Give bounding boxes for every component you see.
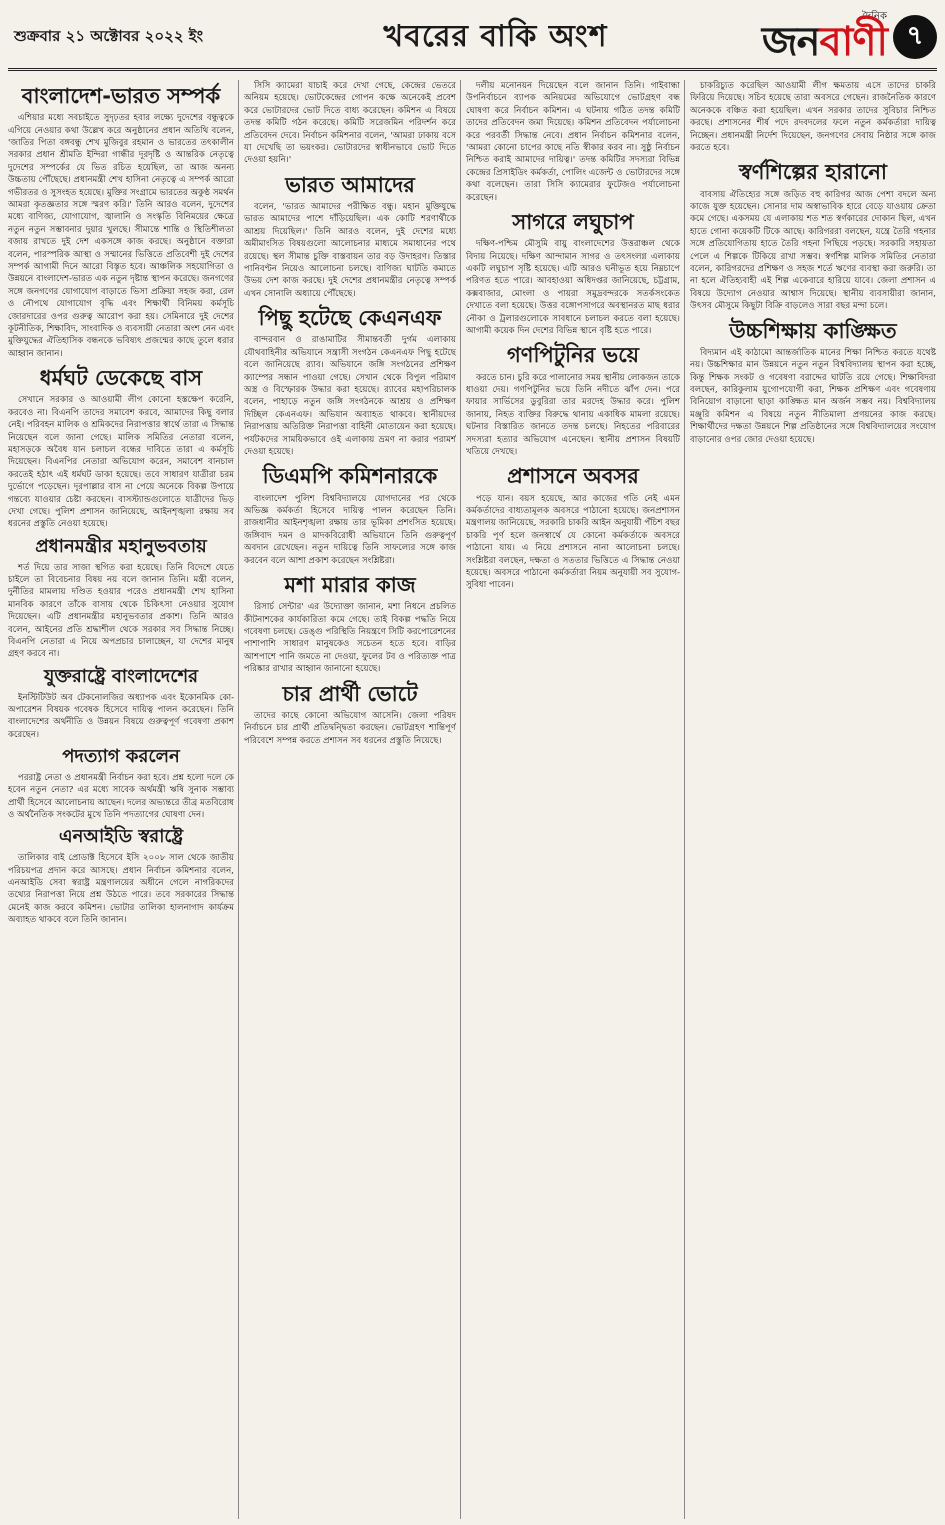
story-body: বান্দরবান ও রাঙামাটির সীমান্তবর্তী দুর্গম এলাকায় যৌথবাহিনীর অভিযানে সন্ত্রাসী সংগঠন কেএনএফ পিছু হটেছে বলে জানিয়েছে র‍্যাব। অভিযানে জঙ্গি সংগঠনের প্রশিক্ষণ ক্যাম্পের সন্ধান পাওয়া গেছে। সেখান থেকে বিপুল পরিমাণ অস্ত্র ও বিস্ফোরক উদ্ধার করা হয়েছে। র‍্যাবের মহাপরিচালক বলেন, পাহাড়ে নতুন জঙ্গি সংগঠনকে আশ্রয় ও প্রশিক্ষণ দিচ্ছিল কেএনএফ। অভিযান অব্যাহত থাকবে। স্থানীয়দের নিরাপত্তায় অতিরিক্ত নিরাপত্তা বাহিনী মোতায়েন করা হয়েছে। পর্যটকদের সাময়িকভাবে ওই এলাকায় ভ্রমণ না করার পরামর্শ দেওয়া হয়েছে। <box>244 335 456 458</box>
story-headline[interactable]: চার প্রার্থী ভোটে <box>282 681 418 706</box>
story-body: সেখানে সরকার ও আওয়ামী লীগ কোনো হস্তক্ষেপ করেনি, করবেও না। বিএনপি তাদের সমাবেশ করবে, আমাদের কিছু বলার নেই। পরিবহন মালিক ও শ্রমিকদের নিরাপত্তার স্বার্থে তারা এ সিদ্ধান্ত নিয়েছেন বলে জানা গেছে। মালিক সমিতির নেতারা বলেন, মহাসড়কে অবৈধ যান চলাচল বন্ধের দাবিতে তারা এ কর্মসূচি দিয়েছেন। বিএনপির নেতারা অভিযোগ করেন, সমাবেশ বানচাল করতেই হঠাৎ এই ধর্মঘট ডাকা হয়েছে। তবে সাধারণ যাত্রীরা চরম দুর্ভোগে পড়েছেন। দূরপাল্লার বাস না পেয়ে অনেকে বিকল্প উপায়ে গন্তব্যে যাওয়ার চেষ্টা করছেন। বাসস্ট্যান্ডগুলোতে যাত্রীদের ভিড় দেখা গেছে। পুলিশ প্রশাসন জানিয়েছে, আইনশৃঙ্খলা রক্ষায় সব ধরনের প্রস্তুতি নেওয়া হয়েছে। <box>8 395 234 530</box>
logo-wordmark <box>761 19 887 65</box>
story <box>690 319 936 446</box>
masthead <box>8 6 937 71</box>
story-body: পড়ে যান। বয়স হয়েছে, আর কাজের গতি নেই এমন কর্মকর্তাদের বাধ্যতামূলক অবসরে পাঠানো হয়েছে। জনপ্রশাসন মন্ত্রণালয় জানিয়েছে, সরকারি চাকরি আইন অনুযায়ী পঁচিশ বছর চাকরি পূর্ণ হলে জনস্বার্থে যে কোনো কর্মকর্তাকে অবসরে পাঠানো যায়। এ নিয়ে প্রশাসনে নানা আলোচনা চলছে। সংশ্লিষ্টরা বলছেন, দক্ষতা ও সততার ভিত্তিতে এ সিদ্ধান্ত নেওয়া হয়েছে। অবসরে পাঠানো কর্মকর্তারা নিয়ম অনুযায়ী সব সুযোগ-সুবিধা পাবেন। <box>466 493 680 591</box>
column-4 <box>690 80 936 1519</box>
story <box>244 464 456 567</box>
story-headline[interactable]: ডিএমপি কমিশনারকে <box>262 464 438 489</box>
story <box>8 537 234 661</box>
story <box>8 366 234 531</box>
story-body: করতে চান। চুরি করে পালানোর সময় স্থানীয় লোকজন তাকে ধাওয়া দেয়। গণপিটুনির ভয়ে তিনি নদীতে ঝাঁপ দেন। পরে ফায়ার সার্ভিসের ডুবুরিরা তার মরদেহ উদ্ধার করে। পুলিশ জানায়, নিহত ব্যক্তির বিরুদ্ধে থানায় একাধিক মামলা রয়েছে। ঘটনার বিস্তারিত জানতে তদন্ত চলছে। নিহতের পরিবারের সদস্যরা হত্যার অভিযোগ এনেছেন। স্থানীয় প্রশাসন বিষয়টি খতিয়ে দেখছে। <box>466 372 680 458</box>
story-headline[interactable]: সাগরে লঘুচাপ <box>512 210 634 235</box>
story-headline[interactable]: প্রশাসনে অবসর <box>507 464 639 489</box>
issue-date: শুক্রবার ২১ অক্টোবর ২০২২ ইং <box>14 26 204 45</box>
story-body: সিসি ক্যামেরা যাচাই করে দেখা গেছে, কেন্দ্রের ভেতরে অনিয়ম হয়েছে। ভোটকেন্দ্রের গোপন কক্ষে অনেকেই প্রবেশ করে ভোটারদের ভোট দিতে বাধ্য করেছেন। কমিশন এ বিষয়ে তদন্ত কমিটি গঠন করেছে। কমিটি সরেজমিন পরিদর্শন করে প্রতিবেদন দেবে। নির্বাচন কমিশনার বলেন, 'আমরা ঢাকায় বসে যা দেখেছি তা ভয়ংকর। ভোটারদের স্বাধীনভাবে ভোট দিতে দেওয়া হয়নি।' <box>244 81 456 166</box>
story-body: বাবসায় ঐতিহ্যের সঙ্গে জড়িত বহু কারিগর আজ পেশা বদলে অন্য কাজে যুক্ত হয়েছেন। সোনার দাম অস্বাভাবিক হারে বেড়ে যাওয়ায় ক্রেতা কমে গেছে। একসময় যে এলাকায় শত শত স্বর্ণকারের দোকান ছিল, এখন হাতে গোনা কয়েকটি টিকে আছে। কারিগররা বলছেন, যন্ত্রে তৈরি গহনার সঙ্গে প্রতিযোগিতায় হাতে তৈরি গহনা পিছিয়ে পড়ছে। সরকারি সহায়তা পেলে এ শিল্পকে টিকিয়ে রাখা সম্ভব। স্বর্ণশিল্প মালিক সমিতির নেতারা বলেন, কারিগরদের প্রশিক্ষণ ও সহজ শর্তে ঋণের ব্যবস্থা করা জরুরি। তা না হলে ঐতিহ্যবাহী এই শিল্প একেবারে হারিয়ে যাবে। জেলা প্রশাসন এ বিষয়ে উদ্যোগ নেওয়ার আশ্বাস দিয়েছে। স্থানীয় ব্যবসায়ীরা জানান, উৎসব মৌসুমে কিছুটা বিক্রি বাড়লেও সারা বছর মন্দা চলে। <box>690 189 936 312</box>
story-body: শর্ত দিয়ে তার সাজা স্থগিত করা হয়েছে। তিনি বিদেশে যেতে চাইলে তা বিবেচনার বিষয় নয় বলে জানান তিনি। মন্ত্রী বলেন, দুর্নীতির মামলায় দণ্ডিত হওয়ার পরেও প্রধানমন্ত্রী শেখ হাসিনা মানবিক কারণে তাঁকে বাসায় থেকে চিকিৎসা নেওয়ার সুযোগ দিয়েছেন। এটি প্রধানমন্ত্রীর মহানুভবতার প্রকাশ। তিনি আরও বলেন, আইনের প্রতি শ্রদ্ধাশীল থেকে সরকার সব সিদ্ধান্ত নিচ্ছে। বিএনপি নেতারা এ নিয়ে অপপ্রচার চালাচ্ছেন, যা দেশের মানুষ গ্রহণ করবে না। <box>8 562 234 660</box>
column-2 <box>244 80 456 1519</box>
story-headline[interactable]: পিছু হটেছে কেএনএফ <box>258 306 442 331</box>
column-divider <box>460 80 461 1519</box>
story <box>8 747 234 821</box>
page-number-badge: ৭ <box>893 15 937 59</box>
story-headline[interactable]: উচ্চশিক্ষায় কাঙ্ক্ষিত <box>729 318 897 343</box>
story <box>466 343 680 458</box>
logo-part-2: বাণী <box>819 19 887 65</box>
story <box>466 464 680 591</box>
story-body: বিদ্যমান এই কাঠামো আন্তর্জাতিক মানের শিক্ষা নিশ্চিত করতে যথেষ্ট নয়। উচ্চশিক্ষার মান উন্নয়নে নতুন নতুন বিশ্ববিদ্যালয় স্থাপন করা হচ্ছে, কিন্তু শিক্ষক সংকট ও গবেষণা বরাদ্দের ঘাটতি রয়ে গেছে। শিক্ষাবিদরা বলছেন, কারিকুলাম যুগোপযোগী করা, শিক্ষক প্রশিক্ষণ এবং গবেষণায় বিনিয়োগ বাড়ানো ছাড়া কাঙ্ক্ষিত মান অর্জন সম্ভব নয়। বিশ্ববিদ্যালয় মঞ্জুরি কমিশন এ বিষয়ে নতুন নীতিমালা প্রণয়নের কাজ করছে। শিক্ষার্থীদের দক্ষতা উন্নয়নে শিল্প প্রতিষ্ঠানের সঙ্গে বিশ্ববিদ্যালয়ের সংযোগ বাড়ানোর ওপর জোর দেওয়া হয়েছে। <box>690 347 936 445</box>
story-headline[interactable]: ভারত আমাদের <box>285 172 415 197</box>
story <box>8 827 234 926</box>
column-divider <box>238 80 239 1519</box>
story <box>466 210 680 337</box>
story <box>244 573 456 676</box>
story-headline[interactable]: গণপিটুনির ভয়ে <box>506 343 640 368</box>
story <box>466 80 680 204</box>
logo-tagline: দৈনিক <box>861 11 887 22</box>
story <box>690 80 936 154</box>
story-body: তালিকার বাই প্রোডাক্ট হিসেবে ইসি ২০০৮ সাল থেকে জাতীয় পরিচয়পত্র প্রদান করে আসছে। প্রধান নির্বাচন কমিশনার বলেন, এনআইডি সেবা স্বরাষ্ট্র মন্ত্রণালয়ের অধীনে গেলে নাগরিকদের তথ্যের নিরাপত্তা নিয়ে প্রশ্ন উঠতে পারে। তবে সরকারের সিদ্ধান্ত মেনেই কাজ করবে কমিশন। ভোটার তালিকা হালনাগাদ কার্যক্রম অব্যাহত থাকবে বলে তিনি জানান। <box>8 853 234 926</box>
story-body: চাকরিচ্যুত করেছিল আওয়ামী লীগ ক্ষমতায় এসে তাদের চাকরি ফিরিয়ে দিয়েছে। সচিব হয়েছে তারা অবসরে গেছেন। রাজনৈতিক কারণে অনেককে বঞ্চিত করা হয়েছিল। এখন সরকার তাদের সুবিচার নিশ্চিত করছে। প্রশাসনের শীর্ষ পদে রদবদলের ফলে নতুন কর্মকর্তারা দায়িত্ব নিচ্ছেন। প্রধানমন্ত্রী নির্দেশ দিয়েছেন, জনগণের সেবায় নিষ্ঠার সঙ্গে কাজ করতে হবে। <box>690 81 936 154</box>
story-body: তাদের কাছে কোনো অভিযোগ আসেনি। জেলা পরিষদ নির্বাচনে চার প্রার্থী প্রতিদ্বন্দ্বিতা করছেন। ভোটগ্রহণ শান্তিপূর্ণ পরিবেশে সম্পন্ন করতে প্রশাসন সব ধরনের প্রস্তুতি নিয়েছে। <box>244 710 456 746</box>
story <box>244 173 456 300</box>
story <box>8 84 234 360</box>
story <box>244 306 456 458</box>
paper-logo[interactable] <box>727 11 937 65</box>
column-1 <box>8 80 234 1519</box>
story-headline[interactable]: বাংলাদেশ-ভারত সম্পর্ক <box>21 84 221 108</box>
story <box>690 160 936 312</box>
story-body: দক্ষিণ-পশ্চিম মৌসুমি বায়ু বাংলাদেশের উত্তরাঞ্চল থেকে বিদায় নিয়েছে। দক্ষিণ আন্দামান সাগর ও তৎসংলগ্ন এলাকায় একটি লঘুচাপ সৃষ্টি হয়েছে। এটি আরও ঘনীভূত হয়ে নিম্নচাপে পরিণত হতে পারে। আবহাওয়া অধিদপ্তর জানিয়েছে, চট্টগ্রাম, কক্সবাজার, মোংলা ও পায়রা সমুদ্রবন্দরকে সতর্কসংকেত দেখাতে বলা হয়েছে। উত্তর বঙ্গোপসাগরে অবস্থানরত মাছ ধরার নৌকা ও ট্রলারগুলোকে সাবধানে চলাচল করতে বলা হয়েছে। আগামী কয়েক দিন দেশের বিভিন্ন স্থানে বৃষ্টি হতে পারে। <box>466 239 680 337</box>
story <box>244 80 456 167</box>
story-body: ইনস্টিটিউট অব টেকনোলজির অধ্যাপক এবং ইকোনমিক কো-অপারেশন বিষয়ক গবেষক হিসেবে দায়িত্ব পালন করেছেন। তিনি বাংলাদেশের অর্থনীতি ও উন্নয়ন বিষয়ে গুরুত্বপূর্ণ গবেষণা প্রকাশ করেছেন। <box>8 692 234 740</box>
story-headline[interactable]: স্বর্ণশিল্পের হারানো <box>738 160 888 185</box>
story-headline[interactable]: প্রধানমন্ত্রীর মহানুভবতায় <box>35 535 207 557</box>
story-body: রিসার্চ সেন্টার' এর উদ্যোক্তা জানান, মশা নিধনে প্রচলিত কীটনাশকের কার্যকারিতা কমে গেছে। তাই বিকল্প পদ্ধতি নিয়ে গবেষণা চলছে। ডেঙ্গু পরিস্থিতি নিয়ন্ত্রণে সিটি করপোরেশনের পাশাপাশি সাধারণ মানুষকেও সচেতন হতে হবে। বাড়ির আশপাশে পানি জমতে না দেওয়া, ফুলের টব ও পরিত্যক্ত পাত্র পরিষ্কার রাখার আহ্বান জানানো হয়েছে। <box>244 602 456 675</box>
story-body: এশিয়ার মধ্যে সবচাইতে সুদৃঢ়তর হবার লক্ষ্যে দুদেশের বন্ধুত্বকে এগিয়ে নেওয়ার কথা উল্লেখ করে অনুষ্ঠানের প্রধান অতিথি বলেন, 'জাতির পিতা বঙ্গবন্ধু শেখ মুজিবুর রহমান ও ভারতের তৎকালীন সরকার প্রধান শ্রীমতি ইন্দিরা গান্ধীর দূরদৃষ্টি ও আন্তরিক নেতৃত্বে দুদেশের সম্পর্কের যে ভিত রচিত হয়েছিল, তা আজ অনন্য উচ্চতায় পৌঁছেছে। প্রধানমন্ত্রী শেখ হাসিনা নেতৃত্বে এ সম্পর্ক আরো গভীরতর ও সুসংহত হয়েছে। মুক্তির সংগ্রামে ভারতের অকুণ্ঠ সমর্থন আমরা কৃতজ্ঞতার সঙ্গে স্মরণ করি।' তিনি আরও বলেন, দুদেশের মধ্যে বাণিজ্য, যোগাযোগ, জ্বালানি ও সংস্কৃতি বিনিময়ের ক্ষেত্রে নতুন নতুন সম্ভাবনার দুয়ার খুলছে। সীমান্তে শান্তি ও স্থিতিশীলতা বজায় রাখতে দুই দেশ একসঙ্গে কাজ করছে। অনুষ্ঠানে বক্তারা বলেন, পারস্পরিক আস্থা ও সম্মানের ভিত্তিতে প্রতিবেশী দুই দেশের সম্পর্ক আগামী দিনে আরো বিস্তৃত হবে। আঞ্চলিক সহযোগিতা ও উন্নয়নে বাংলাদেশ-ভারত এক নতুন দৃষ্টান্ত স্থাপন করেছে। জনগণের সঙ্গে জনগণের যোগাযোগ বাড়াতে ভিসা প্রক্রিয়া সহজ করা, রেল ও নৌপথে যোগাযোগ বৃদ্ধি এবং শিক্ষার্থী বিনিময় কর্মসূচি জোরদারের ওপর গুরুত্ব আরোপ করা হয়। সেমিনারে দুই দেশের কূটনীতিক, শিক্ষাবিদ, সাংবাদিক ও ব্যবসায়ী নেতারা অংশ নেন এবং মুক্তিযুদ্ধের ঐতিহাসিক বন্ধনকে ভবিষ্যৎ প্রজন্মের কাছে তুলে ধরার আহ্বান জানান। <box>8 113 234 359</box>
column-divider <box>684 80 685 1519</box>
story-headline[interactable]: মশা মারার কাজ <box>284 573 416 598</box>
section-title: খবরের বাকি অংশ <box>383 18 608 54</box>
logo-part-1: জন <box>761 19 820 65</box>
story-body: বাংলাদেশ পুলিশ বিশ্ববিদ্যালয়ে যোগদানের পর থেকে অভিজ্ঞ কর্মকর্তা হিসেবে দায়িত্ব পালন করেছেন তিনি। রাজধানীর আইনশৃঙ্খলা রক্ষায় তার ভূমিকা প্রশংসিত হয়েছে। জঙ্গিবাদ দমন ও মাদকবিরোধী অভিযানে তিনি গুরুত্বপূর্ণ অবদান রেখেছেন। নতুন দায়িত্বে তিনি সাফল্যের সঙ্গে কাজ করবেন বলে আশা প্রকাশ করেছেন সংশ্লিষ্টরা। <box>244 493 456 566</box>
story-headline[interactable]: যুক্তরাষ্ট্রে বাংলাদেশের <box>43 665 199 687</box>
story-body: বলেন, 'ভারত আমাদের পরীক্ষিত বন্ধু। মহান মুক্তিযুদ্ধে ভারত আমাদের পাশে দাঁড়িয়েছিল। এক কোটি শরণার্থীকে আশ্রয় দিয়েছিল।' তিনি আরও বলেন, দুই দেশের মধ্যে অমীমাংসিত বিষয়গুলো আলোচনার মাধ্যমে সমাধানের পথে রয়েছে। স্থল সীমান্ত চুক্তি বাস্তবায়ন তার বড় উদাহরণ। তিস্তার পানিবণ্টন নিয়েও আলোচনা চলছে। বাণিজ্য ঘাটতি কমাতে উভয় দেশ কাজ করছে। দুই দেশের প্রধানমন্ত্রীর নেতৃত্বে সম্পর্ক এখন সোনালি অধ্যায়ে পৌঁছেছে। <box>244 201 456 299</box>
story-body: দলীয় মনোনয়ন দিয়েছেন বলে জানান তিনি। গাইবান্ধা উপনির্বাচনে ব্যাপক অনিয়মের অভিযোগে ভোটগ্রহণ বন্ধ ঘোষণা করে নির্বাচন কমিশন। এ ঘটনায় গঠিত তদন্ত কমিটি তাদের প্রতিবেদন জমা দিয়েছে। কমিশন প্রতিবেদন পর্যালোচনা করে পরবর্তী সিদ্ধান্ত নেবে। প্রধান নির্বাচন কমিশনার বলেন, 'আমরা কোনো চাপের কাছে নতি স্বীকার করব না। সুষ্ঠু নির্বাচন নিশ্চিত করাই আমাদের দায়িত্ব।' তদন্ত কমিটির সদস্যরা বিভিন্ন কেন্দ্রের প্রিসাইডিং কর্মকর্তা, পোলিং এজেন্ট ও ভোটারদের সঙ্গে কথা বলেছেন। তারা সিসি ক্যামেরার ফুটেজও পর্যালোচনা করেছেন। <box>466 81 680 203</box>
story-headline[interactable]: ধর্মঘট ডেকেছে বাস <box>39 366 203 391</box>
story-headline[interactable]: পদত্যাগ করলেন <box>62 746 180 768</box>
story <box>244 682 456 747</box>
story <box>8 667 234 741</box>
story-headline[interactable]: এনআইডি স্বরাষ্ট্রে <box>58 826 184 848</box>
story-body: পররাষ্ট্র নেতা ও প্রধানমন্ত্রী নির্বাচন করা হবে। প্রশ্ন হলো দলে কে হবেন নতুন নেতা? এর মধ্যে সাবেক অর্থমন্ত্রী ঋষি সুনাক সম্ভাব্য প্রার্থী হিসেবে আলোচনায় আছেন। দলের অভ্যন্তরে তীব্র মতবিরোধ ও অর্থনৈতিক সংকটের মুখে তিনি পদত্যাগের ঘোষণা দেন। <box>8 772 234 821</box>
column-3 <box>466 80 680 1519</box>
